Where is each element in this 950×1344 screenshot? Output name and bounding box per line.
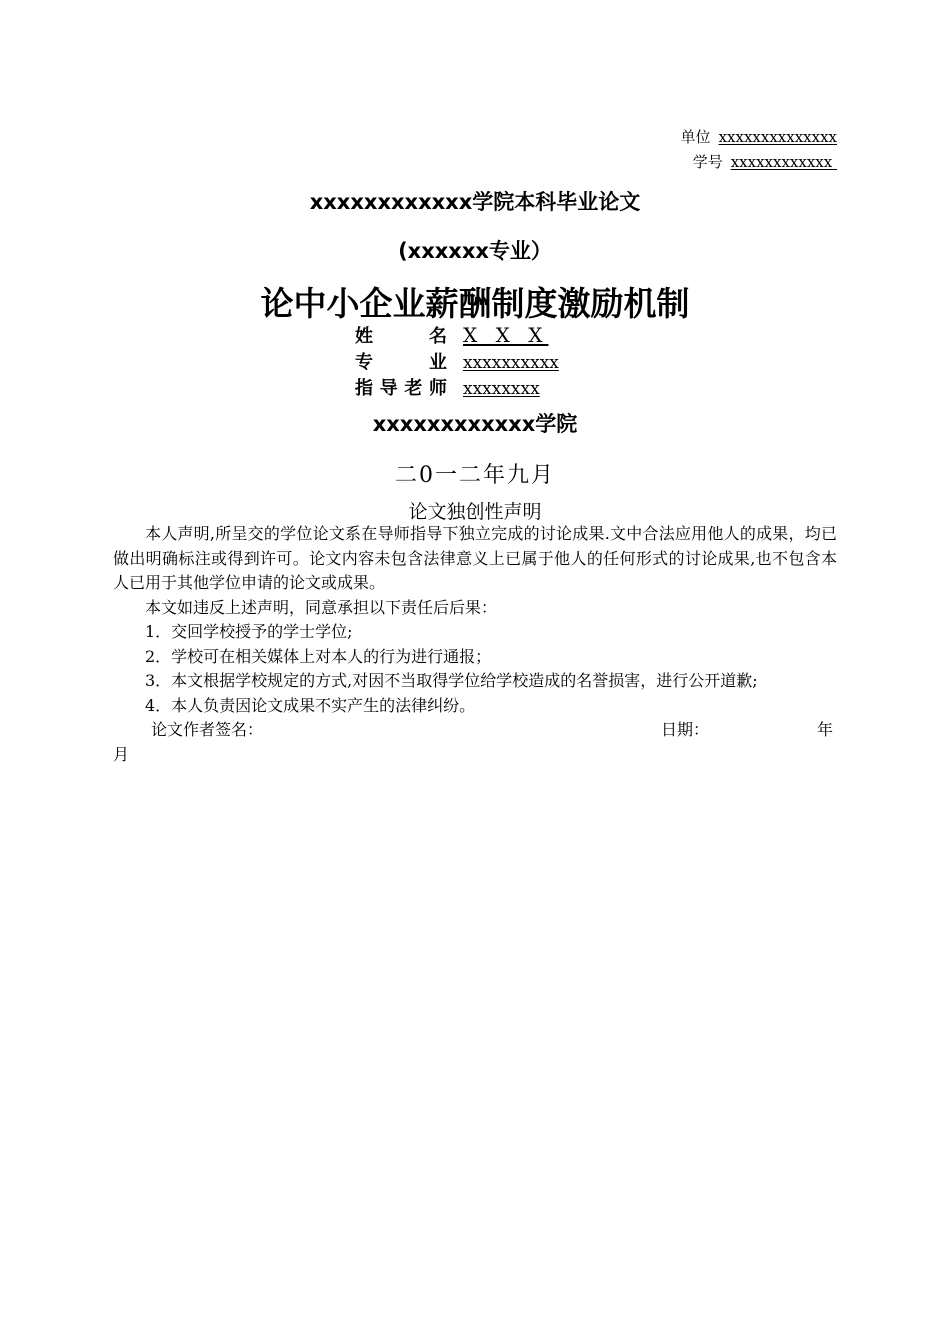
author-signature-label: 论文作者签名： [151, 720, 264, 739]
advisor-value: xxxxxxxx [463, 379, 540, 399]
unit-line [681, 127, 837, 147]
thesis-title: 论中小企业薪酬制度激励机制 [260, 284, 690, 323]
college-thesis-title: xxxxxxxxxxxx学院本科毕业论文 [309, 190, 641, 214]
month-label: 月 [113, 744, 130, 764]
college-name: xxxxxxxxxxxx学院 [372, 412, 578, 436]
unit-value: xxxxxxxxxxxxxx [718, 128, 837, 146]
major-value: xxxxxxxxxx [463, 353, 559, 373]
consequence-item-4: 4．本人负责因论文成果不实产生的法律纠纷。 [145, 695, 476, 715]
student-no-line [693, 152, 837, 172]
student-no-label: 学号 [692, 153, 723, 171]
date-label: 日期： [661, 720, 710, 739]
declaration-paragraph-2: 本文如违反上述声明，同意承担以下责任后后果： [145, 597, 498, 617]
name-label: 姓名 [355, 326, 447, 347]
consequence-item-2: 2．学校可在相关媒体上对本人的行为进行通报； [145, 646, 492, 666]
signature-row [113, 718, 837, 743]
declaration-body [113, 522, 837, 767]
name-row [355, 322, 548, 348]
major-row [355, 348, 559, 374]
year-label: 年 [816, 720, 833, 739]
advisor-row [355, 374, 540, 400]
cover-date: 二0一二年九月 [395, 463, 555, 488]
consequence-item-1: 1．交回学校授予的学士学位; [145, 622, 353, 641]
student-no-value: xxxxxxxxxxxx [730, 153, 837, 171]
unit-label: 单位 [680, 128, 711, 146]
declaration-paragraph-1: 本人声明,所呈交的学位论文系在导师指导下独立完成的讨论成果.文中合法应用他人的成果，均已做出明确标注或得到许可。论文内容未包含法律意义上已属于他人的任何形式的讨论成果,也不包含本人已用于其他学位申请的论文或成果。 [113, 524, 837, 592]
major-label: 专业 [355, 352, 447, 373]
major-line: (xxxxxx专业） [398, 239, 552, 263]
declaration-title: 论文独创性声明 [408, 501, 542, 523]
consequence-item-3: 3．本文根据学校规定的方式,对因不当取得学位给学校造成的名誉损害，进行公开道歉; [145, 671, 758, 690]
name-value: X X X [463, 323, 549, 347]
advisor-label: 指导老师 [355, 378, 447, 399]
